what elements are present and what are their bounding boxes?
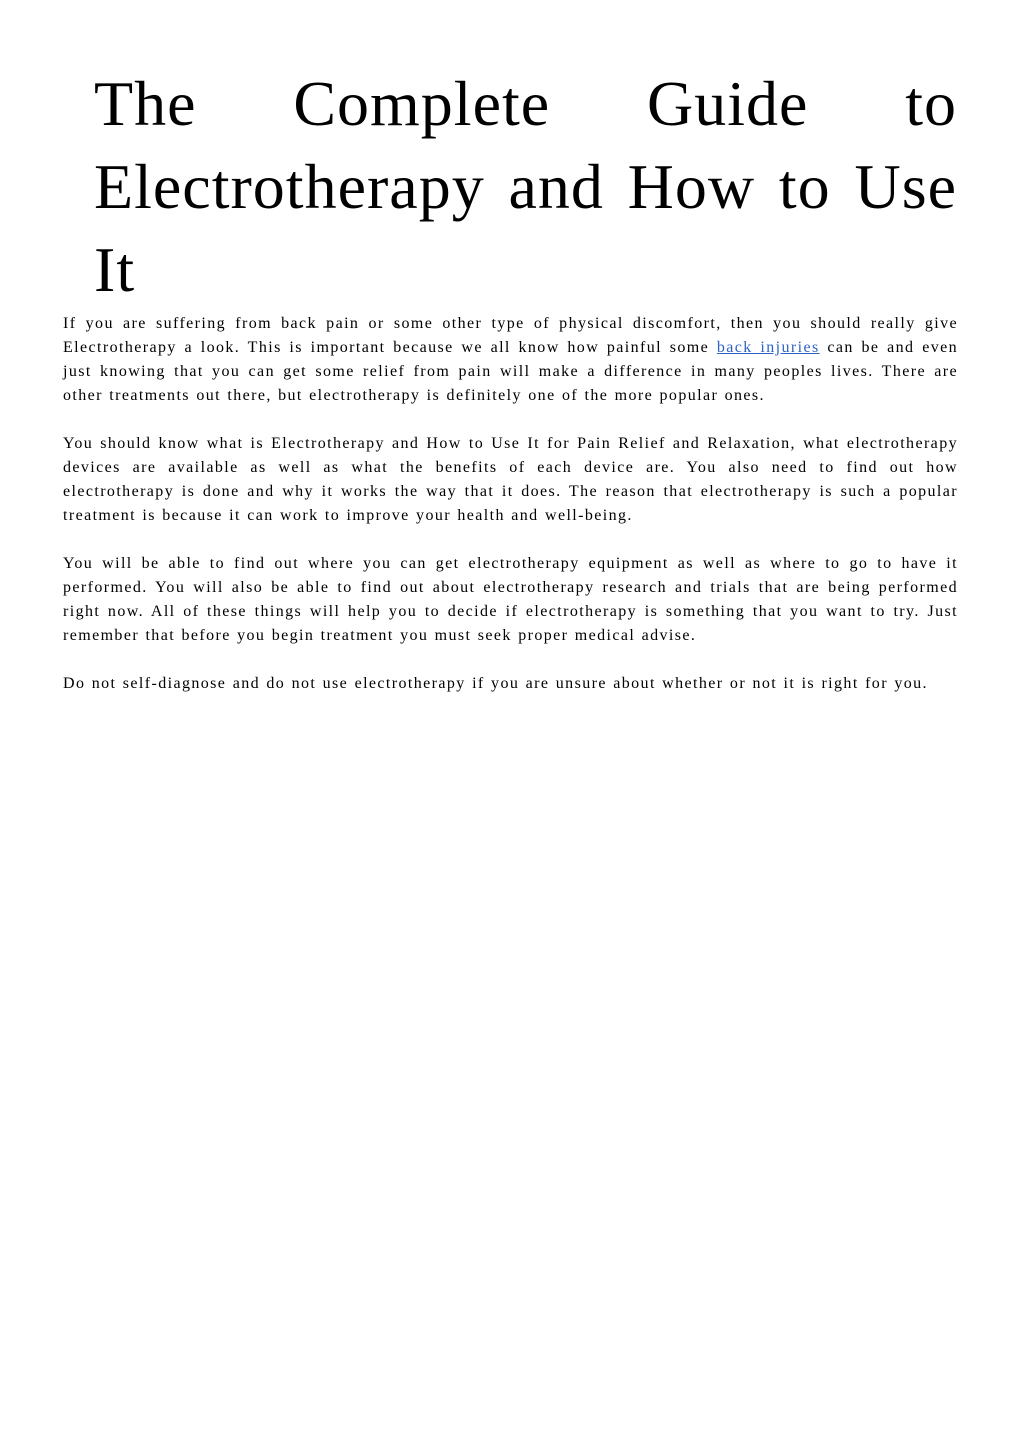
page-title: The Complete Guide to Electrotherapy and How to Use It <box>94 68 957 305</box>
paragraph-1-text-start: If you are suffering from back pain or some other type of physical discomfort, then you should really give Electrotherapy a look. This is important because we all know how painful some <box>63 315 958 356</box>
back-injuries-link[interactable]: back injuries <box>716 339 820 356</box>
article-body <box>63 312 958 720</box>
paragraph-2: You should know what is Electrotherapy and How to Use It for Pain Relief and Relaxation, what electrotherapy devices are available as well as what the benefits of each device are. You also need to find out how electrotherapy is done and why it works the way that it does. The reason that electrotherapy is such a popular treatment is because it can work to improve your health and well-being. <box>63 435 958 524</box>
paragraph-3: You will be able to find out where you can get electrotherapy equipment as well as where to go to have it performed. You will also be able to find out about electrotherapy research and trials that are being performed right now. All of these things will help you to decide if electrotherapy is something that you want to try. Just remember that before you begin treatment you must seek proper medical advise. <box>63 555 958 644</box>
paragraph-4: Do not self-diagnose and do not use electrotherapy if you are unsure about whether or not it is right for you. <box>63 675 928 692</box>
paragraph-1-text-end: can be and even just knowing that you can get some relief from pain will make a difference in many peoples lives. There are other treatments out there, but electrotherapy is definitely one of the more popular ones. <box>63 339 958 404</box>
paragraph-1 <box>63 312 958 408</box>
